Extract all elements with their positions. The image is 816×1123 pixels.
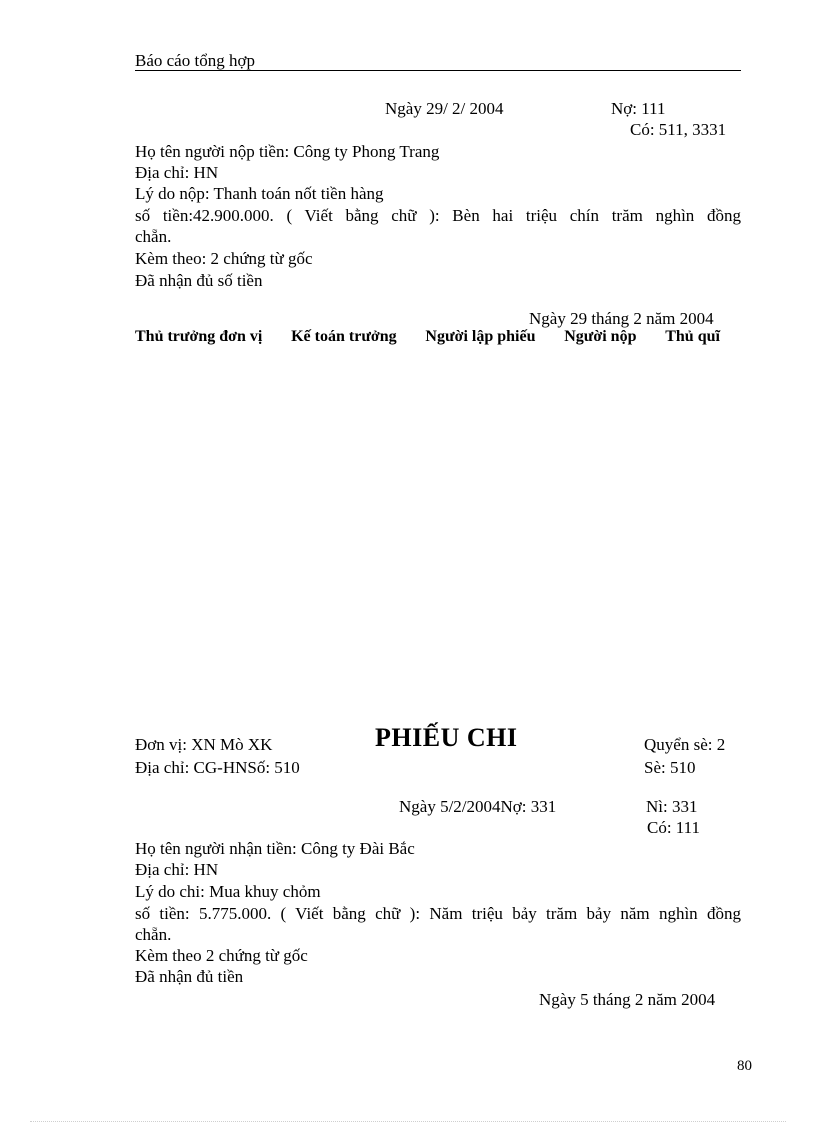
- slip-receiver: Họ tên người nhận tiền: Công ty Đài Bắc: [135, 839, 415, 858]
- signature-label: Người nộp: [564, 328, 637, 345]
- page-bottom-border: [30, 1121, 786, 1122]
- signature-label: Thủ trưởng đơn vị: [135, 328, 263, 345]
- header-divider: [135, 70, 741, 71]
- slip-address: Địa chỉ: CG-HNSố: 510: [135, 758, 300, 777]
- receipt-attachments: Kèm theo: 2 chứng từ gốc: [135, 249, 313, 268]
- slip-reason: Lý do chi: Mua khuy chỏm: [135, 882, 321, 901]
- slip-number: Sè: 510: [644, 758, 696, 777]
- slip-received-note: Đã nhận đủ tiền: [135, 967, 244, 986]
- receipt-reason: Lý do nộp: Thanh toán nốt tiền hàng: [135, 184, 384, 203]
- slip-date: Ngày 5/2/2004Nợ: 331: [399, 797, 557, 816]
- slip-receiver-address: Địa chỉ: HN: [135, 860, 219, 879]
- slip-sign-date: Ngày 5 tháng 2 năm 2004: [539, 990, 716, 1009]
- signature-label: Người lập phiếu: [425, 328, 536, 345]
- slip-amount-line: số tiền: 5.775.000. ( Viết bằng chữ ): Năm triệu bảy trăm bảy năm nghìn đồng: [135, 904, 741, 923]
- receipt-received-note: Đã nhận đủ số tiền: [135, 271, 263, 290]
- slip-book-number: Quyển sè: 2: [644, 735, 726, 754]
- slip-credit-account: Có: 111: [647, 818, 701, 837]
- page-number: 80: [737, 1058, 752, 1074]
- slip-unit: Đơn vị: XN Mò XK: [135, 735, 273, 754]
- signature-label: Thủ quĩ: [665, 328, 720, 345]
- slip-amount-continuation: chẵn.: [135, 925, 172, 944]
- receipt-sign-date: Ngày 29 tháng 2 năm 2004: [529, 309, 714, 328]
- slip-debit-account: Nì: 331: [646, 797, 698, 816]
- slip-title: PHIẾU CHI: [375, 723, 518, 752]
- receipt-date: Ngày 29/ 2/ 2004: [385, 99, 504, 118]
- report-header-title: Báo cáo tổng hợp: [135, 51, 255, 70]
- receipt-debit-account: Nợ: 111: [611, 99, 666, 118]
- receipt-payer: Họ tên người nộp tiền: Công ty Phong Trang: [135, 142, 440, 161]
- slip-attachments: Kèm theo 2 chứng từ gốc: [135, 946, 308, 965]
- receipt-signature-row: [135, 328, 720, 346]
- signature-label: Kế toán trưởng: [291, 328, 397, 345]
- receipt-amount-continuation: chẵn.: [135, 227, 172, 246]
- receipt-address: Địa chỉ: HN: [135, 163, 219, 182]
- receipt-credit-account: Có: 511, 3331: [630, 120, 727, 139]
- receipt-amount-line: số tiền:42.900.000. ( Viết bằng chữ ): Bèn hai triệu chín trăm nghìn đồng: [135, 206, 741, 225]
